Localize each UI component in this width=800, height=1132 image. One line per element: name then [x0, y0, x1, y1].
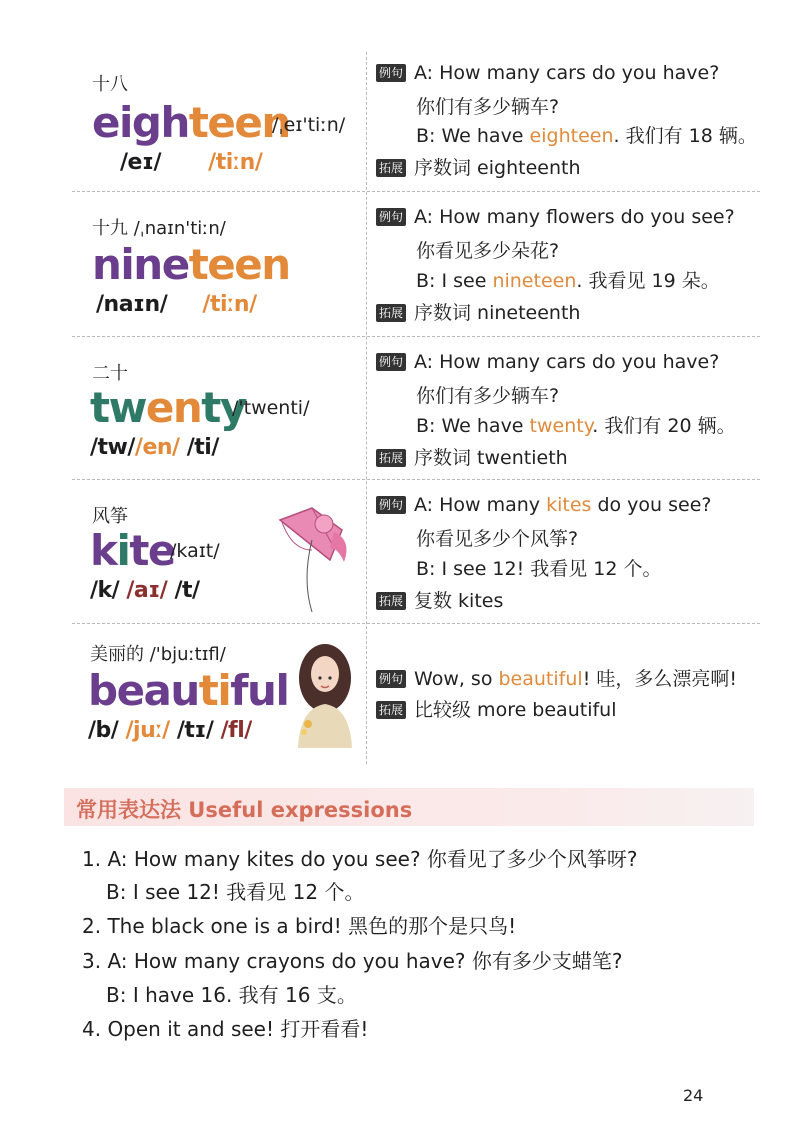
vocab-row-twenty [72, 337, 760, 480]
extension-tag: 拓展 [376, 701, 406, 719]
page-number: 24 [683, 1086, 704, 1105]
phonics-segment: /eɪ/ [120, 150, 161, 175]
phonics-segment: /en/ [134, 435, 180, 460]
phonics-segment: /juː/ [125, 718, 170, 743]
section-title: 常用表达法 Useful expressions [76, 798, 413, 822]
example-question: A: How many cars do you have? [414, 62, 720, 84]
vocab-row-kite: 风筝 kite /kaɪt/ /k/ /aɪ/ /t/ 例句 A: How many kites do you see? 你看见多少个风筝? B: I see 12! 我看见 12 个。 拓展 复数 kites [72, 480, 760, 624]
extension-text: 比较级 more beautiful [414, 699, 617, 721]
vocab-word: nineteen [92, 240, 290, 289]
phonics-segment: /ti/ [186, 435, 219, 460]
expression-item: B: I have 16. 我有 16 支。 [106, 983, 357, 1007]
example-tag: 例句 [376, 64, 406, 82]
phonics-segment: /tw/ [90, 435, 135, 460]
word-meaning: 二十 [92, 363, 128, 384]
expression-item: 1. A: How many kites do you see? 你看见了多少个风筝呀? [82, 847, 638, 871]
word-ipa: /'twenti/ [232, 397, 310, 419]
expression-item: 3. A: How many crayons do you have? 你有多少支蜡笔? [82, 949, 623, 973]
vocab-row-beautiful: 美丽的 /'bjuːtɪfl/ beautiful /b/ /juː/ /tɪ/ /fl/ 例句 Wow, so beautiful! 哇，多么漂亮啊! 拓展 比较级 more beautiful [72, 624, 760, 764]
vocab-row-nineteen [72, 192, 760, 337]
example-answer: B: I see nineteen. 我看见 19 朵。 [416, 270, 720, 292]
example-question-cn: 你们有多少辆车? [416, 385, 560, 407]
phonics-segment: /t/ [174, 578, 200, 603]
extension-tag: 拓展 [376, 592, 406, 610]
phonics-segment: /fl/ [220, 718, 252, 743]
example-question: A: How many cars do you have? [414, 351, 720, 373]
example-question-cn: 你们有多少辆车? [416, 96, 560, 118]
vocab-word: kite [90, 526, 175, 575]
extension-text: 复数 kites [414, 590, 504, 612]
extension-tag: 拓展 [376, 159, 406, 177]
expression-item: B: I see 12! 我看见 12 个。 [106, 880, 365, 904]
phonics-segment: /tiːn/ [202, 292, 257, 317]
phonics-segment: /naɪn/ [96, 292, 168, 317]
extension-text: 序数词 eighteenth [414, 157, 581, 179]
vocab-word [92, 98, 290, 147]
expression-item: 2. The black one is a bird! 黑色的那个是只鸟! [82, 914, 517, 938]
phonics-segment: /tiːn/ [208, 150, 263, 175]
example-tag: 例句 [376, 208, 406, 226]
expression-item: 4. Open it and see! 打开看看! [82, 1017, 369, 1041]
word-meaning: 十八 [92, 74, 128, 95]
kite-illustration [272, 500, 362, 615]
word-meaning: 美丽的 /'bjuːtɪfl/ [90, 644, 226, 665]
girl-illustration [290, 638, 360, 748]
word-ipa: /ˌeɪ'tiːn/ [272, 114, 346, 136]
extension-tag: 拓展 [376, 304, 406, 322]
phonics-segment: /b/ [88, 718, 119, 743]
word-part: eigh [92, 98, 189, 147]
extension-text: 序数词 twentieth [414, 447, 568, 469]
word-ipa: /kaɪt/ [170, 540, 220, 562]
word-part: teen [188, 98, 290, 147]
extension-tag: 拓展 [376, 449, 406, 467]
extension-text: 序数词 nineteenth [414, 302, 581, 324]
example-tag: 例句 [376, 496, 406, 514]
example-tag: 例句 [376, 353, 406, 371]
example-answer: B: I see 12! 我看见 12 个。 [416, 558, 662, 580]
section-header-bar [64, 788, 754, 826]
phonics-segment: /k/ [90, 578, 120, 603]
example-question-cn: 你看见多少朵花? [416, 240, 560, 262]
example-question-cn: 你看见多少个风筝? [416, 528, 579, 550]
example-answer: B: We have twenty. 我们有 20 辆。 [416, 415, 736, 437]
vocab-word: beautiful [88, 666, 289, 715]
phonics-segment: /aɪ/ [126, 578, 168, 603]
phonics-segment: /tɪ/ [176, 718, 214, 743]
example-question: A: How many flowers do you see? [414, 206, 735, 228]
example-answer: B: We have eighteen. 我们有 18 辆。 [416, 125, 757, 147]
example-tag: 例句 [376, 670, 406, 688]
vocab-word: twenty [90, 383, 246, 432]
word-meaning: 十九 /ˌnaɪn'tiːn/ [92, 218, 226, 239]
vocab-row-eighteen [72, 52, 760, 192]
word-meaning: 风筝 [92, 506, 128, 527]
